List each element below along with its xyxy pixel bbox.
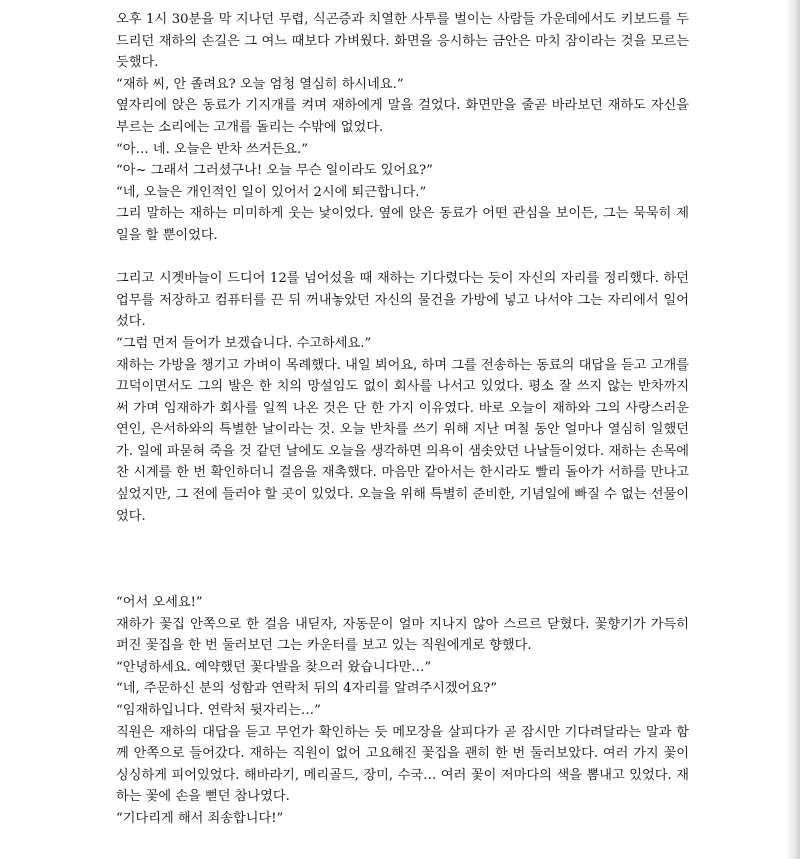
paragraph: 그리고 시곗바늘이 드디어 12를 넘어섰을 때 재하는 기다렸다는 듯이 자신의 자리를 정리했다. 하던 업무를 저장하고 컴퓨터를 끈 뒤 꺼내놓았던 자신의 물건을 가방에 넣고 나서야 그는 자리에서 일어섰다. <box>116 271 689 330</box>
dialogue-line: “임재하입니다. 연락처 뒷자리는…” <box>116 703 321 718</box>
dialogue-line: “어서 오세요!” <box>116 595 203 611</box>
dialogue-line: “네, 주문하신 분의 성함과 연락처 뒤의 4자리를 알려주시겠어요?” <box>116 681 497 697</box>
blank-line <box>116 570 689 592</box>
paragraph: 그리 말하는 재하는 미미하게 웃는 낯이었다. 옆에 앉은 동료가 어떤 관심을 보이든, 그는 묵묵히 제 일을 할 뿐이었다. <box>116 206 689 243</box>
dialogue-line: “재하 씨, 안 졸려요? 오늘 엄청 열심히 하시네요.” <box>116 76 404 92</box>
paragraph: 직원은 재하의 대답을 듣고 무언가 확인하는 듯 메모장을 살피다가 곧 잠시만 기다려달라는 말과 함께 안쪽으로 들어갔다. 재하는 직원이 없어 고요해진 꽃집을 괜히 한 번 둘러보았다. 여러 가지 꽃이 싱싱하게 피어있었다. 해바라기, 메리골드, 장미, 수국… 여러 꽃이 저마다의 색을 뽐내고 있었다. 재하는 꽃에 손을 뻗던 참나였다. <box>116 724 689 805</box>
paragraph: 오후 1시 30분을 막 지나던 무렵, 식곤증과 치열한 사투를 벌이는 사람들 가운데에서도 키보드를 두드리던 재하의 손길은 그 여느 때보다 가벼웠다. 화면을 응시하는 금안은 마치 잠이라는 것을 모르는 듯했다. <box>116 12 689 71</box>
page-edge <box>786 0 800 859</box>
paragraph: 재하는 가방을 챙기고 가벼이 목례했다. 내일 뵈어요, 하며 그를 전송하는 동료의 대답을 듣고 고개를 끄덕이면서도 그의 발은 한 치의 망설임도 없이 회사를 나서고 있었다. 평소 잘 쓰지 않는 반차까지 써 가며 임재하가 회사를 일찍 나온 것은 단 한 가지 이유였다. 바로 오늘이 재하와 그의 사랑스러운 연인, 은서하와의 특별한 날이라는 것. 오늘 반차를 쓰기 위해 지난 며칠 동안 얼마나 열심히 일했던가. 일에 파묻혀 죽을 것 같던 날에도 오늘을 생각하면 의욕이 샘솟았던 나날들이었다. 재하는 손목에 찬 시계를 한 번 확인하더니 걸음을 재촉했다. 마음만 같아서는 한시라도 빨리 돌아가 서하를 만나고 싶었지만, 그 전에 들러야 할 곳이 있었다. 오늘을 위해 특별히 준비한, 기념일에 빠질 수 없는 선물이었다. <box>116 357 689 524</box>
document-body <box>116 9 689 830</box>
paragraph: 재하가 꽃집 안쪽으로 한 걸음 내딛자, 자동문이 얼마 지나지 않아 스르르 닫혔다. 꽃향기가 가득히 퍼진 꽃집을 한 번 둘러보던 그는 카운터를 보고 있는 직원에게로 향했다. <box>116 616 689 654</box>
dialogue-line: “아… 네. 오늘은 반차 쓰거든요.” <box>116 141 308 157</box>
dialogue-line: “안녕하세요. 예약했던 꽃다발을 찾으러 왔습니다만…” <box>116 659 432 675</box>
dialogue-line: “그럼 먼저 들어가 보겠습니다. 수고하세요.” <box>116 335 372 351</box>
dialogue-line: “아~ 그래서 그러셨구나! 오늘 무슨 일이라도 있어요?” <box>116 163 433 179</box>
dialogue-line: “기다리게 해서 죄송합니다!” <box>116 810 284 826</box>
paragraph: 옆자리에 앉은 동료가 기지개를 켜며 재하에게 말을 걸었다. 화면만을 줄곧 바라보던 재하도 자신을 부르는 소리에는 고개를 돌리는 수밖에 없었다. <box>116 98 689 135</box>
blank-line <box>116 527 689 570</box>
blank-line <box>116 247 689 269</box>
dialogue-line: “네, 오늘은 개인적인 일이 있어서 2시에 퇴근합니다.” <box>116 184 427 200</box>
